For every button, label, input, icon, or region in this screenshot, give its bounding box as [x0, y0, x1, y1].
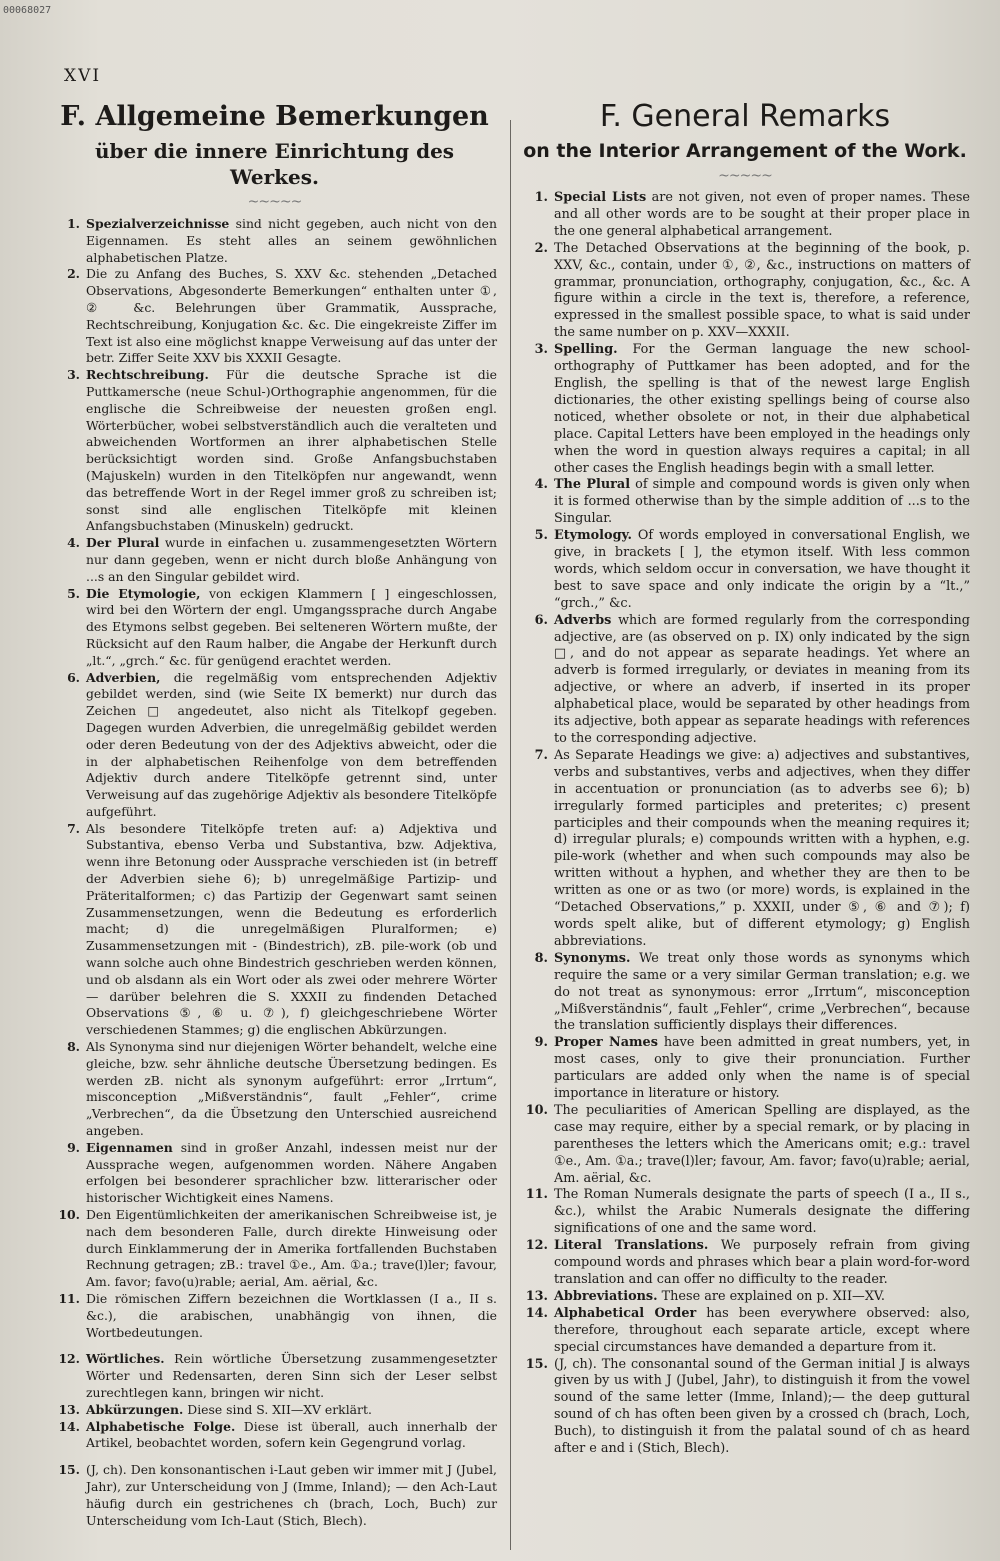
english-remark-item: [520, 342, 970, 477]
remark-heading: Wörtliches.: [86, 1351, 165, 1367]
english-remark-item: [520, 951, 970, 1036]
remark-body: die regelmäßig vom entsprechenden Adjektiv gebildet werden, sind (wie Seite IX bemerkt) nur durch das Zeichen □ angedeutet, also nicht als Titelkopf gegeben. Dagegen wurden Adverbien, die unregelmäßig gebildet werden oder deren Bedeutung von der des Adjektivs abweicht, oder die in der alphabetischen Reihenfolge von dem betreffenden Adjektiv durch andere Titelköpfe getrennt sind, unter Verweisung auf das zugehörige Adjektiv als besondere Titelköpfe aufgeführt.: [86, 669, 497, 819]
german-remark-item: [52, 1351, 497, 1401]
remark-body: For the German language the new school-orthography of Puttkamer has been adopted, and for the English, the spelling is that of the newest large English dictionaries, the other existing spellings being of course also noticed, whether obsolete or not, in their due alphabetical place. Capital Letters have been employed in the headings only when the word in question always requires a capital; in all other cases the English headings begin with a small letter.: [554, 342, 970, 476]
remark-text: [86, 821, 497, 1039]
english-remark-item: [520, 477, 970, 528]
remark-number: 13.: [58, 1401, 80, 1417]
remark-text: [86, 1207, 497, 1291]
remark-text: [86, 1140, 497, 1207]
remark-number: 3.: [534, 342, 548, 358]
remark-text: [554, 241, 970, 342]
remark-body: has been everywhere observed: also, therefore, throughout each separate article, except where special circumstances have demanded a departure from it.: [554, 1305, 970, 1355]
remark-body: Für die deutsche Sprache ist die Puttkamersche (neue Schul-)Orthographie angenommen, für die englische die Schreibweise der neuesten großen engl. Wörterbücher, wobei selbstverständlich auch die veralteten und abweichenden Wortformen an ihrer alphabetischen Stelle berücksichtigt worden sind. Große Anfangsbuchstaben (Majuskeln) wurden in den Titelköpfen nur angewandt, wenn das betreffende Wort in der Regel immer groß zu schreiben ist; sonst sind alle englischen Titelköpfe mit kleinen Anfangsbuchstaben (Minuskeln) gedruckt.: [86, 367, 497, 534]
remark-body: Diese ist überall, auch innerhalb der Artikel, beobachtet worden, sofern kein Gegengrund vorlag.: [86, 1418, 497, 1451]
remark-text: [86, 266, 497, 367]
english-remarks-list: [520, 190, 970, 1458]
english-subtitle: on the Interior Arrangement of the Work.: [523, 140, 967, 162]
german-remark-item: [52, 1140, 497, 1207]
remark-number: 1.: [67, 216, 80, 231]
remark-body: sind in großer Anzahl, indessen meist nur der Aussprache wegen, aufgenommen worden. Nähere Angaben erfolgen bei besonderer sprachlicher bzw. litterarischer oder historischer Wichtigkeit eines Namens.: [86, 1139, 497, 1206]
german-remark-item: [52, 535, 497, 585]
german-remark-item: [52, 1039, 497, 1140]
english-title: F. General Remarks: [599, 99, 891, 134]
german-remark-item: [52, 266, 497, 367]
german-remark-item: [52, 821, 497, 1039]
remark-body: The Detached Observations at the beginning of the book, p. XXV, &c., contain, under ①, ②, &c., instructions on matters of grammar, pronunciation, orthography, conjugation, &c., &c. A figure within a circle in the text is, therefore, a reference, expressed in the smallest possible space, to what is said under the same number on p. XXV—XXXII.: [554, 240, 970, 341]
remark-heading: Etymology.: [554, 528, 632, 544]
remark-number: 8.: [67, 1039, 80, 1055]
scan-id: 00068027: [3, 5, 52, 16]
remark-text: [554, 1357, 970, 1458]
english-remark-item: [520, 1306, 970, 1357]
page-number: XVI: [64, 66, 102, 86]
german-remarks-list: [52, 216, 497, 1529]
remark-number: 6.: [534, 612, 548, 628]
remark-heading: Special Lists: [554, 190, 647, 205]
german-subtitle: über die innere Einrichtung des Werkes.: [94, 139, 455, 189]
remark-text: [554, 342, 970, 477]
remark-body: Die zu Anfang des Buches, S. XXV &c. stehenden „Detached Observations, Abgesonderte Bemerkungen“ enthalten unter ①, ② &c. Belehrungen über Grammatik, Aussprache, Rechtschreibung, Konjugation &c. &c. Die eingekreiste Ziffer im Text ist also eine möglichst knappe Verweisung auf das unter der betr. Ziffer Seite XXV bis XXXII Gesagte.: [86, 266, 497, 366]
german-remark-item: [52, 1462, 497, 1529]
remark-number: 15.: [525, 1356, 548, 1372]
remark-number: 12.: [525, 1238, 548, 1254]
remark-heading: The Plural: [554, 477, 631, 493]
remark-number: 14.: [525, 1305, 548, 1321]
remark-number: 2.: [67, 266, 80, 282]
column-divider: [510, 120, 511, 1550]
english-remark-item: [520, 241, 970, 342]
remark-text: [554, 1289, 970, 1306]
remark-body: We purposely refrain from giving compound words and phrases which bear a plain word-for-word translation and can offer no difficulty to the reader.: [554, 1238, 970, 1287]
remark-body: are not given, not even of proper names. These and all other words are to be sought at their proper place in the one general alphabetical arrangement.: [554, 190, 970, 239]
remark-heading: Rechtschreibung.: [86, 367, 209, 383]
remark-number: 9.: [534, 1035, 548, 1051]
remark-text: [554, 1035, 970, 1103]
remark-text: [554, 190, 970, 241]
remark-text: [554, 1306, 970, 1357]
remark-body: which are formed regularly from the corresponding adjective, are (as observed on p. IX) only indicated by the sign □, and do not appear as separate headings. Yet where an adverb is formed irregularly, or deviates in meaning from its adjective, or where an adverb, if inserted in its proper alphabetical place, would be separated by other headings from its adjective, both appear as separate headings with references to the corresponding adjective.: [554, 612, 970, 746]
remark-text: [554, 1187, 970, 1238]
remark-number: 11.: [525, 1187, 548, 1203]
english-ornament: ~~~~~: [718, 168, 772, 184]
remark-number: 6.: [67, 669, 80, 685]
remark-body: sind nicht gegeben, auch nicht von den Eigennamen. Es steht alles an seinem gewöhnlichen alphabetischen Platze.: [86, 216, 497, 265]
remark-text: [86, 1462, 497, 1529]
german-remark-item: [52, 670, 497, 821]
english-remark-item: [520, 748, 970, 951]
german-remark-item: [52, 367, 497, 535]
english-remark-item: [520, 190, 970, 241]
german-title: F. Allgemeine Bemerkungen: [60, 101, 489, 132]
remark-body: Den Eigentümlichkeiten der amerikanischen Schreibweise ist, je nach dem besonderen Falle, durch direkte Hinweisung oder durch Einklammerung der in Amerika fortfallenden Buchstaben Rechnung getragen; zB.: travel ①e., Am. ①a.; trave(l)ler; favour, Am. favor; favo(u)rable; aerial, Am. aërial, &c.: [86, 1207, 497, 1290]
remark-heading: Alphabetical Order: [554, 1305, 697, 1321]
remark-number: 1.: [534, 190, 548, 205]
remark-text: [554, 1238, 970, 1289]
remark-heading: Alphabetische Folge.: [86, 1418, 236, 1434]
remark-heading: Die Etymologie,: [86, 585, 201, 601]
remark-text: [86, 1351, 497, 1401]
remark-heading: Eigennamen: [86, 1139, 173, 1155]
remark-number: 5.: [534, 528, 548, 544]
remark-number: 14.: [58, 1418, 80, 1434]
remark-text: [554, 613, 970, 748]
german-remark-item: [52, 1419, 497, 1453]
remark-body: (J, ch). Den konsonantischen i-Laut geben wir immer mit J (Jubel, Jahr), zur Unterscheidung von J (Imme, Inland); — den Ach-Laut häufig durch ein gestrichenes ch (brach, Loch, Buch) zur Unterscheidung vom Ich-Laut (Stich, Blech).: [86, 1462, 497, 1528]
remark-number: 12.: [58, 1351, 80, 1367]
remark-heading: Adverbien,: [86, 669, 161, 685]
english-remark-item: [520, 1289, 970, 1306]
german-remark-item: [52, 216, 497, 266]
remark-text: [554, 528, 970, 613]
german-remark-item: [52, 1291, 497, 1341]
remark-text: [86, 1402, 497, 1419]
remark-heading: Proper Names: [554, 1035, 658, 1051]
remark-body: von eckigen Klammern [ ] eingeschlossen, wird bei den Wörtern der engl. Umgangssprache durch Angabe des Etymons selbst gegeben. Bei selteneren Wörtern mußte, der Rücksicht auf den Raum halber, die Angabe der Herkunft durch „lt.“, „grch.“ &c. für genügend erachtet werden.: [86, 585, 498, 668]
english-remark-item: [520, 1187, 970, 1238]
english-remark-item: [520, 528, 970, 613]
remark-number: 10.: [525, 1102, 548, 1118]
remark-number: 8.: [534, 950, 548, 966]
remark-heading: Spezialverzeichnisse: [86, 216, 230, 231]
english-remark-item: [520, 1035, 970, 1103]
remark-number: 7.: [534, 747, 548, 763]
remark-text: [86, 1291, 497, 1341]
remark-number: 13.: [525, 1288, 548, 1304]
english-remark-item: [520, 1238, 970, 1289]
remark-body: We treat only those words as synonyms which require the same or a very similar German translation; e.g. we do not treat as synonymous: error „Irrtum“, misconception „Mißverständnis“, fault „Fehler“, crime „Verbrechen“, because the translation sufficiently displays their differences.: [554, 950, 970, 1034]
remark-number: 4.: [534, 477, 548, 493]
remark-heading: Der Plural: [86, 535, 160, 551]
remark-text: [86, 1039, 497, 1140]
remark-text: [86, 586, 497, 670]
remark-text: [86, 367, 497, 535]
remark-heading: Spelling.: [554, 342, 618, 358]
remark-number: 11.: [58, 1291, 80, 1306]
remark-body: The Roman Numerals designate the parts of speech (I a., II s., &c.), whilst the Arabic Numerals designate the differing significations of one and the same word.: [554, 1187, 970, 1237]
remark-number: 15.: [58, 1462, 80, 1478]
remark-number: 9.: [67, 1139, 80, 1155]
remark-number: 2.: [534, 240, 548, 256]
remark-text: [554, 748, 970, 951]
remark-body: These are explained on p. XII—XV.: [657, 1288, 886, 1304]
remark-body: Of words employed in conversational English, we give, in brackets [ ], the etymon itself. With less common words, which seldom occur in conversation, we have thought it best to save space and only indicate the origin by a “lt.,” “grch.,” &c.: [554, 528, 970, 611]
remark-body: The peculiarities of American Spelling are displayed, as the case may require, either by a special remark, or by placing in parentheses the letters which the Americans omit; e.g.: travel ①e., Am. ①a.; trave(l)ler; favour, Am. favor; favo(u)rable; aerial, Am. aërial, &c.: [554, 1102, 970, 1186]
remark-heading: Literal Translations.: [554, 1238, 709, 1254]
remark-body: of simple and compound words is given only when it is formed otherwise than by the simple addition of ...s to the Singular.: [554, 477, 970, 527]
remark-heading: Abbreviations.: [554, 1288, 658, 1304]
german-ornament: ~~~~~: [247, 194, 302, 210]
german-remark-item: [52, 1207, 497, 1291]
remark-text: [86, 216, 497, 266]
remark-heading: Synonyms.: [554, 950, 631, 966]
remark-body: Als besondere Titelköpfe treten auf: a) Adjektiva und Substantiva, ebenso Verba und Substantiva, bzw. Adjektiva, wenn ihre Betonung oder Aussprache verschieden ist (in betreff der Adverbien siehe 6); b) unregelmäßige Partizip- und Präteritalformen; c) das Partizip der Gegenwart samt seinen Zusammensetzungen, wenn die Bedeutung es erforderlich macht; d) die unregelmäßigen Pluralformen; e) Zusammensetzungen mit - (Bindestrich), zB. pile-work (ob und wann solche auch ohne Bindestrich geschrieben werden können, und ob alsdann als ein Wort oder als zwei oder mehrere Wörter — darüber belehren die S. XXXII zu findenden Detached Observations ⑤, ⑥ u. ⑦), f) gleichgeschriebene Wörter verschiedenen Stammes; g) die englischen Abkürzungen.: [86, 820, 497, 1038]
remark-number: 3.: [67, 367, 80, 383]
remark-body: Die römischen Ziffern bezeichnen die Wortklassen (I a., II s. &c.), die arabischen, unabhängig von ihnen, die Wortbedeutungen.: [86, 1291, 497, 1340]
remark-body: As Separate Headings we give: a) adjectives and substantives, verbs and substantives, verbs and adjectives, when they differ in accentuation or pronunciation (as to adverbs see 6); b) irregularly formed participles and preterites; c) present participles and their compounds when the meaning requires it; d) irregular plurals; e) compounds written with a hyphen, e.g. pile-work (whether and when such compounds may also be written without a hyphen, and whether they are then to be written as one or as two (or more) words, is explained in the “Detached Observations,” p. XXXII, under ⑤, ⑥ and ⑦); f) words spelt alike, but of different etymology; g) English abbreviations.: [554, 747, 970, 949]
remark-body: have been admitted in great numbers, yet, in most cases, only to give their pronunciation. Further particulars are added only when the name is of special importance in literature or history.: [554, 1035, 970, 1102]
english-remark-item: [520, 1357, 970, 1458]
remark-number: 10.: [58, 1207, 80, 1223]
remark-text: [554, 477, 970, 528]
remark-number: 5.: [67, 585, 80, 601]
remark-body: Als Synonyma sind nur diejenigen Wörter behandelt, welche eine gleiche, bzw. sehr ähnliche deutsche Übersetzung bedingen. Es werden zB. nicht als synonym aufgeführt: error „Irrtum“, misconception „Mißverständnis“, fault „Fehler“, crime „Verbrechen“, da die Übsetzung den Unterschied ausreichend angeben.: [86, 1039, 497, 1139]
remark-heading: Abkürzungen.: [86, 1401, 184, 1417]
english-column: [520, 100, 970, 1458]
remark-text: [554, 1103, 970, 1188]
remark-text: [86, 535, 497, 585]
remark-body: wurde in einfachen u. zusammengesetzten Wörtern nur dann gegeben, wenn er nicht durch bloße Anhängung von ...s an den Singular gebildet wird.: [86, 535, 497, 584]
remark-body: (J, ch). The consonantal sound of the German initial J is always given by us with J (Jubel, Jahr), to distinguish it from the vowel sound of the same letter (Imme, Inland);— the deep guttural sound of ch has often been given by a crossed ch (brach, Loch, Buch), to distinguish it from the palatal sound of ch as heard after e and i (Stich, Blech).: [554, 1356, 970, 1457]
remark-text: [86, 1419, 497, 1453]
german-column: [52, 100, 497, 1529]
german-remark-item: [52, 1402, 497, 1419]
remark-number: 4.: [67, 535, 80, 551]
remark-heading: Adverbs: [554, 612, 612, 628]
remark-number: 7.: [67, 820, 80, 836]
remark-body: Rein wörtliche Übersetzung zusammengesetzter Wörter und Redensarten, deren Sinn sich der Leser selbst zurechtlegen kann, bringen wir nicht.: [86, 1351, 497, 1400]
english-remark-item: [520, 1103, 970, 1188]
english-remark-item: [520, 613, 970, 748]
remark-body: Diese sind S. XII—XV erklärt.: [183, 1401, 372, 1417]
german-remark-item: [52, 586, 497, 670]
remark-text: [86, 670, 497, 821]
remark-text: [554, 951, 970, 1036]
